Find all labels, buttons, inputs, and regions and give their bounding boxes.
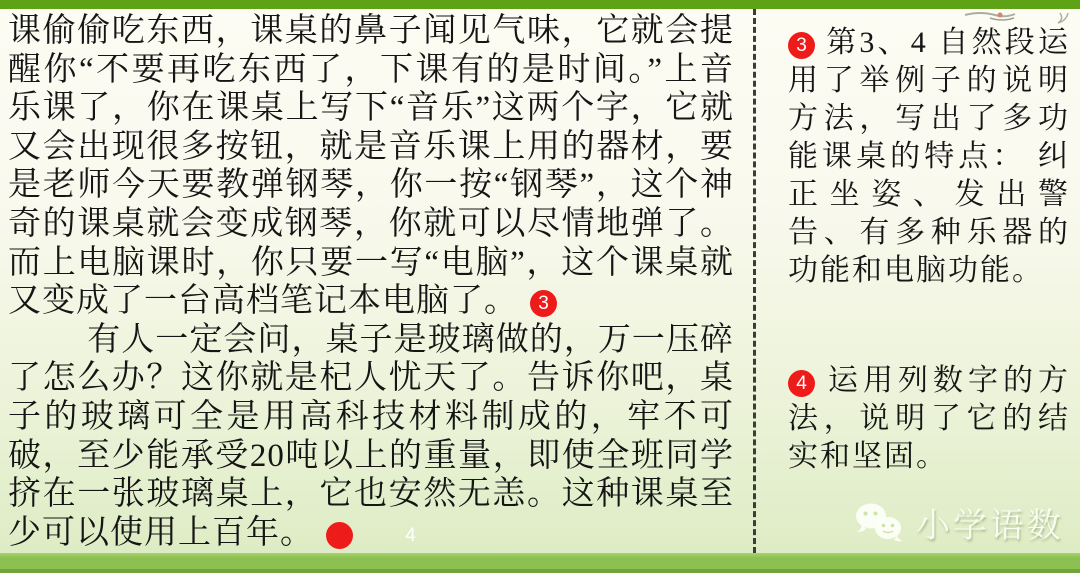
paragraph-marker-3: 3	[530, 290, 557, 317]
wechat-icon	[854, 499, 908, 547]
bottom-green-band	[0, 553, 1080, 573]
passage-paragraph	[8, 321, 734, 553]
paragraph-marker-4: 4	[326, 522, 353, 549]
annotation-marker-3: 3	[788, 32, 815, 59]
watermark	[854, 498, 1064, 547]
annotation-text: 第3、4 自然段运用了举例子的说明方法，写出了多功能课桌的特点： 纠正坐姿、发出警告、有多种乐器的功能和电脑功能。	[788, 26, 1070, 287]
annotation-note	[788, 24, 1070, 290]
annotation-note	[788, 362, 1070, 476]
passage-paragraph	[8, 12, 734, 321]
top-green-bar	[0, 0, 1080, 9]
watermark-label: 小学语数	[916, 507, 1064, 545]
paragraph-text: 有人一定会问，桌子是玻璃做的，万一压碎了怎么办？这你就是杞人忧天了。告诉你吧，桌子的玻璃可全是用高科技材料制成的，牢不可破，至少能承受20吨以上的重量，即使全班同学挤在一张玻璃桌上，它也安然无恙。这种课桌至少可以使用上百年。	[8, 321, 734, 551]
bottom-green-band-dark-edge	[0, 569, 1080, 573]
passage-text-column	[8, 12, 734, 552]
annotation-column	[788, 24, 1070, 476]
annotation-marker-4: 4	[788, 370, 815, 397]
annotation-text: 运用列数字的方法，说明了它的结实和坚固。	[788, 364, 1070, 473]
paragraph-text: 课偷偷吃东西，课桌的鼻子闻见气味，它就会提醒你“不要再吃东西了，下课有的是时间。”上音乐课了，你在课桌上写下“音乐”这两个字，它就又会出现很多按钮，就是音乐课上用的器材，要是老师今天要教弹钢琴，你一按“钢琴”，这个神奇的课桌就会变成钢琴，你就可以尽情地弹了。而上电脑课时，你只要一写“电脑”，这个课桌就又变成了一台高档笔记本电脑了。	[8, 13, 734, 320]
dashed-divider	[753, 9, 756, 553]
